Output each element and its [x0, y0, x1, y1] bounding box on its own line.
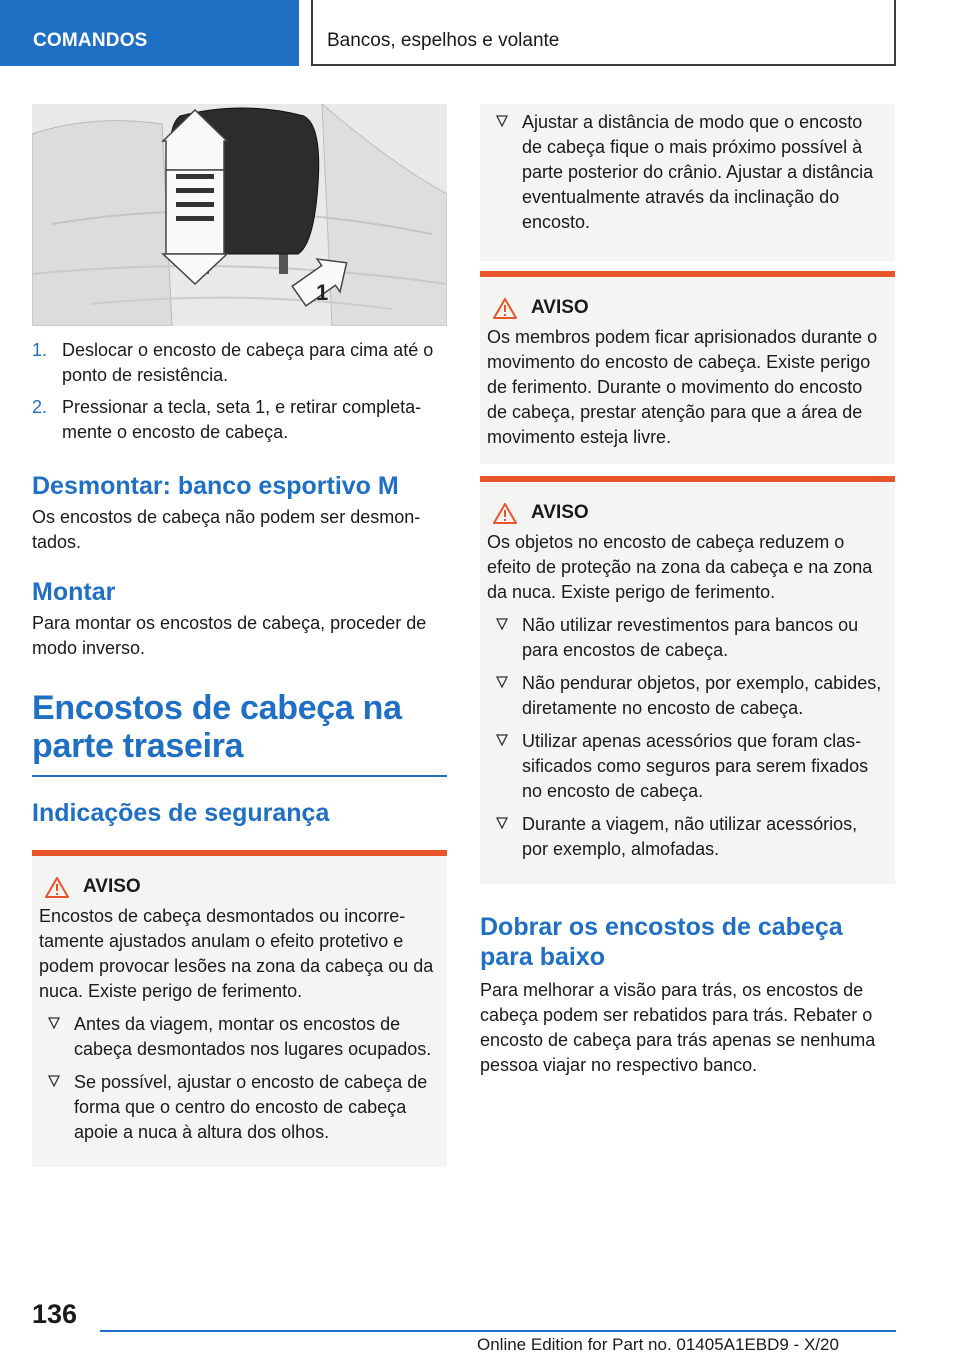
warning-text: Os objetos no encosto de cabeça reduzem o efeito de proteção na zona da cabeça e na zona da nuca. Existe perigo de ferimento.: [487, 532, 873, 602]
bullet-item: [487, 110, 887, 235]
headrest-image: [32, 104, 447, 326]
bullet-text: Se possível, ajustar o encosto de cabeça de forma que o centro do encosto de cabeça apoie a nuca à altura dos olhos.: [74, 1072, 428, 1142]
heading-dobrar: Dobrar os encostos de cabeça para baixo: [480, 913, 843, 971]
triangle-bullet-icon: [48, 1017, 60, 1029]
step-text: Deslocar o encosto de cabeça para cima até o ponto de resistência.: [62, 340, 434, 385]
bullet-text: Não pendurar objetos, por exemplo, cabides, diretamente no encosto de cabeça.: [522, 673, 882, 718]
left-column: [32, 104, 447, 1167]
heading-desmontar: Desmontar: banco esportivo M: [32, 472, 399, 500]
montar-text: Para montar os encostos de cabeça, proceder de modo inverso.: [32, 613, 427, 658]
warning-box: [480, 476, 895, 884]
desmontar-text: Os encostos de cabeça não podem ser desmontados.: [32, 507, 421, 552]
bullet-text: Utilizar apenas acessórios que foram classificados como seguros para serem fixados no encosto de cabeça.: [522, 731, 869, 801]
bullet-item: [487, 613, 887, 663]
warning-text: Encostos de cabeça desmontados ou incorretamente ajustados anulam o efeito protetivo e podem provocar lesões na zona da cabeça ou da nuca. Existe perigo de ferimento.: [39, 906, 434, 1001]
edition-footer: Online Edition for Part no. 01405A1EBD9 - X/20: [477, 1335, 839, 1354]
step-number: 2.: [32, 397, 48, 417]
warning-label: AVISO: [531, 502, 589, 523]
bullet-text: Ajustar a distância de modo que o encosto de cabeça fique o mais próximo possível à parte posterior do crânio. Ajustar a distância eventualmente através da inclinação do encosto.: [522, 112, 874, 232]
warning-header: [487, 502, 887, 524]
bullet-text: Não utilizar revestimentos para bancos ou para encostos de cabeça.: [522, 615, 859, 660]
title-rule: [32, 775, 447, 777]
subsection-title: Indicações de segurança: [32, 799, 330, 827]
footer-rule: [100, 1330, 896, 1332]
bullet-text: Durante a viagem, não utilizar acessórios, por exemplo, almofadas.: [522, 814, 858, 859]
warning-header: [39, 876, 439, 898]
headrest-illustration: [32, 104, 447, 326]
bullet-item: [487, 671, 887, 721]
warning-box: [32, 850, 447, 1167]
bullet-text: Antes da viagem, montar os encostos de cabeça desmontados nos lugares ocupados.: [74, 1014, 432, 1059]
warning-text: Os membros podem ficar aprisionados durante o movimento do encosto de cabeça. Existe perigo de ferimento. Durante o movimento do encosto de cabeça, prestar atenção para que a área de movimento esteja livre.: [487, 327, 878, 447]
warning-header: [487, 297, 887, 319]
step-item: [32, 395, 447, 445]
step-item: [32, 338, 447, 388]
heading-montar: Montar: [32, 578, 116, 606]
section-tab: COMANDOS: [0, 0, 299, 66]
right-column: [480, 104, 895, 1078]
chapter-header: Bancos, espelhos e volante: [311, 0, 896, 66]
callout-number: 1: [316, 280, 329, 305]
triangle-bullet-icon: [496, 734, 508, 746]
warning-label: AVISO: [531, 297, 589, 318]
triangle-bullet-icon: [496, 618, 508, 630]
step-list: [32, 338, 447, 445]
warning-triangle-icon: [45, 877, 69, 898]
warning-bullets: [39, 1012, 439, 1145]
warning-continuation: [480, 104, 895, 261]
bullet-item: [487, 729, 887, 804]
warning-triangle-icon: [493, 503, 517, 524]
warning-bullets: [487, 613, 887, 862]
bullet-item: [39, 1012, 439, 1062]
warning-triangle-icon: [493, 298, 517, 319]
dobrar-text: Para melhorar a visão para trás, os encostos de cabeça podem ser rebatidos para trás. Rebater o encosto de cabeça para trás apenas se nenhuma pessoa viajar no respectivo banco.: [480, 980, 876, 1075]
triangle-bullet-icon: [48, 1075, 60, 1087]
triangle-bullet-icon: [496, 115, 508, 127]
step-text: Pressionar a tecla, seta 1, e retirar completamente o encosto de cabeça.: [62, 397, 422, 442]
bullet-item: [487, 812, 887, 862]
continued-bullets: [487, 110, 887, 235]
page-number: 136: [32, 1299, 78, 1329]
bullet-item: [39, 1070, 439, 1145]
warning-label: AVISO: [83, 876, 141, 897]
warning-box: [480, 271, 895, 464]
chapter-title: Encostos de cabeça na parte traseira: [32, 689, 402, 765]
triangle-bullet-icon: [496, 676, 508, 688]
step-number: 1.: [32, 340, 48, 360]
triangle-bullet-icon: [496, 817, 508, 829]
